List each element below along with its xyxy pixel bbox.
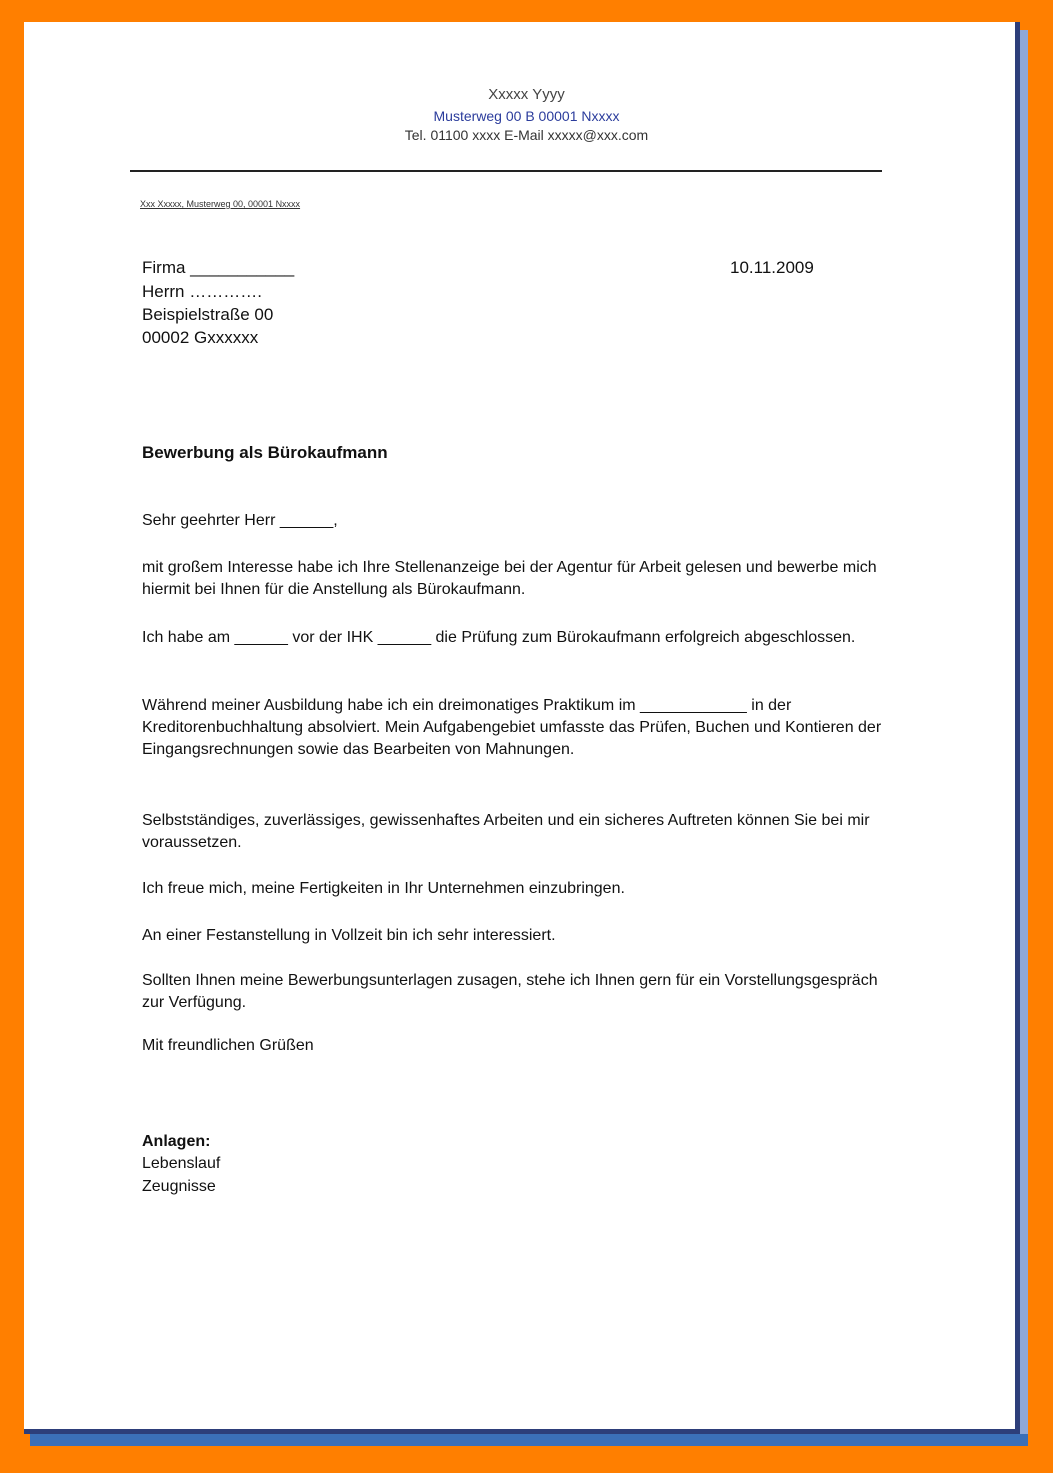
body-paragraph: Während meiner Ausbildung habe ich ein dreimonatiges Praktikum im ____________ in der Kreditorenbuchhaltung absolviert. Mein Aufgabengebiet umfasste das Prüfen, Buchen und Kontieren der Eingangsrechnungen sowie das Bearbeiten von Mahnungen. [142, 697, 882, 758]
recipient-line-1: Firma ___________ [142, 258, 295, 277]
recipient-line-4: 00002 Gxxxxxx [142, 328, 259, 347]
sender-name: Xxxxx Yyyy [488, 86, 565, 103]
recipient-line-2: Herrn …………. [142, 282, 262, 301]
attachment-item: Lebenslauf [142, 1155, 221, 1172]
body-paragraph: Selbstständiges, zuverlässiges, gewissenhaftes Arbeiten und ein sicheres Auftreten können Sie bei mir voraussetzen. [142, 812, 870, 851]
attachments-heading: Anlagen: [142, 1133, 211, 1150]
sender-address: Musterweg 00 B 00001 Nxxxx [433, 108, 620, 124]
body-paragraph: Ich freue mich, meine Fertigkeiten in Ihr Unternehmen einzubringen. [142, 880, 625, 897]
subject-line: Bewerbung als Bürokaufmann [142, 443, 388, 462]
recipient-line-3: Beispielstraße 00 [142, 305, 274, 324]
body-paragraph: An einer Festanstellung in Vollzeit bin ich sehr interessiert. [142, 927, 556, 944]
attachment-item: Zeugnisse [142, 1178, 216, 1195]
return-address: Xxx Xxxxx, Musterweg 00, 00001 Nxxxx [140, 199, 301, 209]
page-edge-shadow [1020, 30, 1028, 1446]
salutation: Sehr geehrter Herr ______, [142, 512, 338, 529]
page-bottom-shadow [30, 1434, 1028, 1446]
body-paragraph: Ich habe am ______ vor der IHK ______ die Prüfung zum Bürokaufmann erfolgreich abgeschlossen. [142, 629, 856, 646]
header-rule [130, 170, 882, 172]
sender-contact: Tel. 01100 xxxx E-Mail xxxxx@xxx.com [404, 127, 649, 143]
closing: Mit freundlichen Grüßen [142, 1037, 314, 1054]
letter-date: 10.11.2009 [730, 258, 814, 277]
body-paragraph: Sollten Ihnen meine Bewerbungsunterlagen zusagen, stehe ich Ihnen gern für ein Vorstellungsgespräch zur Verfügung. [142, 972, 878, 1011]
body-paragraph: mit großem Interesse habe ich Ihre Stellenanzeige bei der Agentur für Arbeit gelesen und bewerbe mich hiermit bei Ihnen für die Anstellung als Bürokaufmann. [142, 559, 877, 598]
